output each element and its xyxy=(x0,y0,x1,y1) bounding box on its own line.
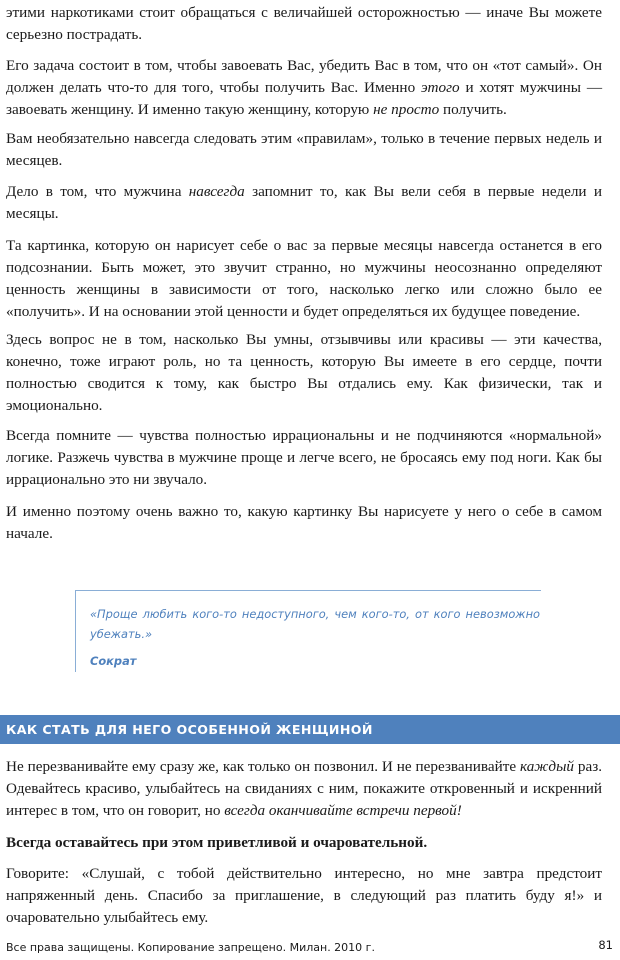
quote-author: Сократ xyxy=(90,654,137,668)
paragraph-text: Здесь вопрос не в том, насколько Вы умны, отзывчивы или красивы — эти качества, конечно, тоже играют роль, но та ценность, которую Вы имеете в его сердце, почти полностью сводится к тому, как быстро Вы отдались ему. Как физически, так и эмоционально. xyxy=(6,331,602,414)
paragraph-0 xyxy=(6,2,602,46)
emphasis-text: каждый xyxy=(519,758,574,775)
paragraph-6 xyxy=(6,425,602,491)
quote-text: «Проще любить кого-то недоступного, чем кого-то, от кого невозможно убежать.» xyxy=(90,607,540,641)
paragraph-text: Та картинка, которую он нарисует себе о вас за первые месяцы навсегда останется в его подсознании. Быть может, это звучит странно, но мужчины неосознанно определяют ценность женщины в зависимости от того, насколько легко или сложно было ее «получить». И на основании этой ценности и будет определяться их будущее поведение. xyxy=(6,237,602,320)
paragraph-4 xyxy=(6,235,602,323)
paragraph-2 xyxy=(6,128,602,172)
paragraph-text: Говорите: «Слушай, с тобой действительно интересно, но мне завтра предстоит напряженный день. Спасибо за приглашение, в следующий раз платить буду я!» и очаровательно улыбайтесь ему. xyxy=(6,865,602,926)
paragraph-text: Всегда помните — чувства полностью иррациональны и не подчиняются «нормальной» логике. Разжечь чувства в мужчине проще и легче всего, не бросаясь ему под ноги. Как бы иррационально это ни звучало. xyxy=(6,427,602,488)
section-title: КАК СТАТЬ ДЛЯ НЕГО ОСОБЕННОЙ ЖЕНЩИНОЙ xyxy=(6,722,373,737)
paragraph-text: Не перезванивайте ему сразу же, как только он позвонил. И не перезванивайте xyxy=(6,758,520,775)
paragraph-text: И именно поэтому очень важно то, какую картинку Вы нарисуете у него о себе в самом начале. xyxy=(6,503,602,542)
paragraph-text: Его задача состоит в том, чтобы завоевать Вас, убедить Вас в том, что он «тот самый». Он должен делать что-то для того, чтобы получить Вас. Именно xyxy=(6,57,602,96)
paragraph-7 xyxy=(6,501,602,545)
paragraph-3 xyxy=(6,181,602,225)
paragraph-5 xyxy=(6,329,602,417)
paragraph-text: получить. xyxy=(439,101,507,118)
page-number: 81 xyxy=(598,938,613,952)
bold-text: Всегда оставайтесь при этом приветливой и очаровательной. xyxy=(6,834,428,851)
paragraph-9 xyxy=(6,832,602,854)
paragraph-10 xyxy=(6,863,602,929)
footer-copyright: Все права защищены. Копирование запрещено. Милан. 2010 г. xyxy=(6,941,375,954)
section-header-bar xyxy=(0,715,620,744)
emphasis-text: всегда оканчивайте встречи первой! xyxy=(224,802,462,819)
emphasis-text: не просто xyxy=(373,101,440,118)
emphasis-text: этого xyxy=(421,79,460,96)
paragraph-8 xyxy=(6,756,602,822)
emphasis-text: навсегда xyxy=(188,183,245,200)
paragraph-text: Вам необязательно навсегда следовать этим «правилам», только в течение первых недель и месяцев. xyxy=(6,130,602,169)
paragraph-text: запомнит то, как Вы вели себя в первые недели и месяцы. xyxy=(6,183,602,222)
paragraph-text: Дело в том, что мужчина xyxy=(6,183,189,200)
paragraph-1 xyxy=(6,55,602,121)
quote-box xyxy=(75,590,541,672)
paragraph-text: и хотят мужчины — завоевать женщину. И именно такую женщину, которую xyxy=(6,79,603,118)
paragraph-text: раз. Одевайтесь красиво, улыбайтесь на свиданиях с ним, покажите откровенный и искренний интерес в том, что он говорит, но xyxy=(6,758,602,819)
paragraph-text: этими наркотиками стоит обращаться с величайшей осторожностью — иначе Вы можете серьезно пострадать. xyxy=(6,4,602,43)
